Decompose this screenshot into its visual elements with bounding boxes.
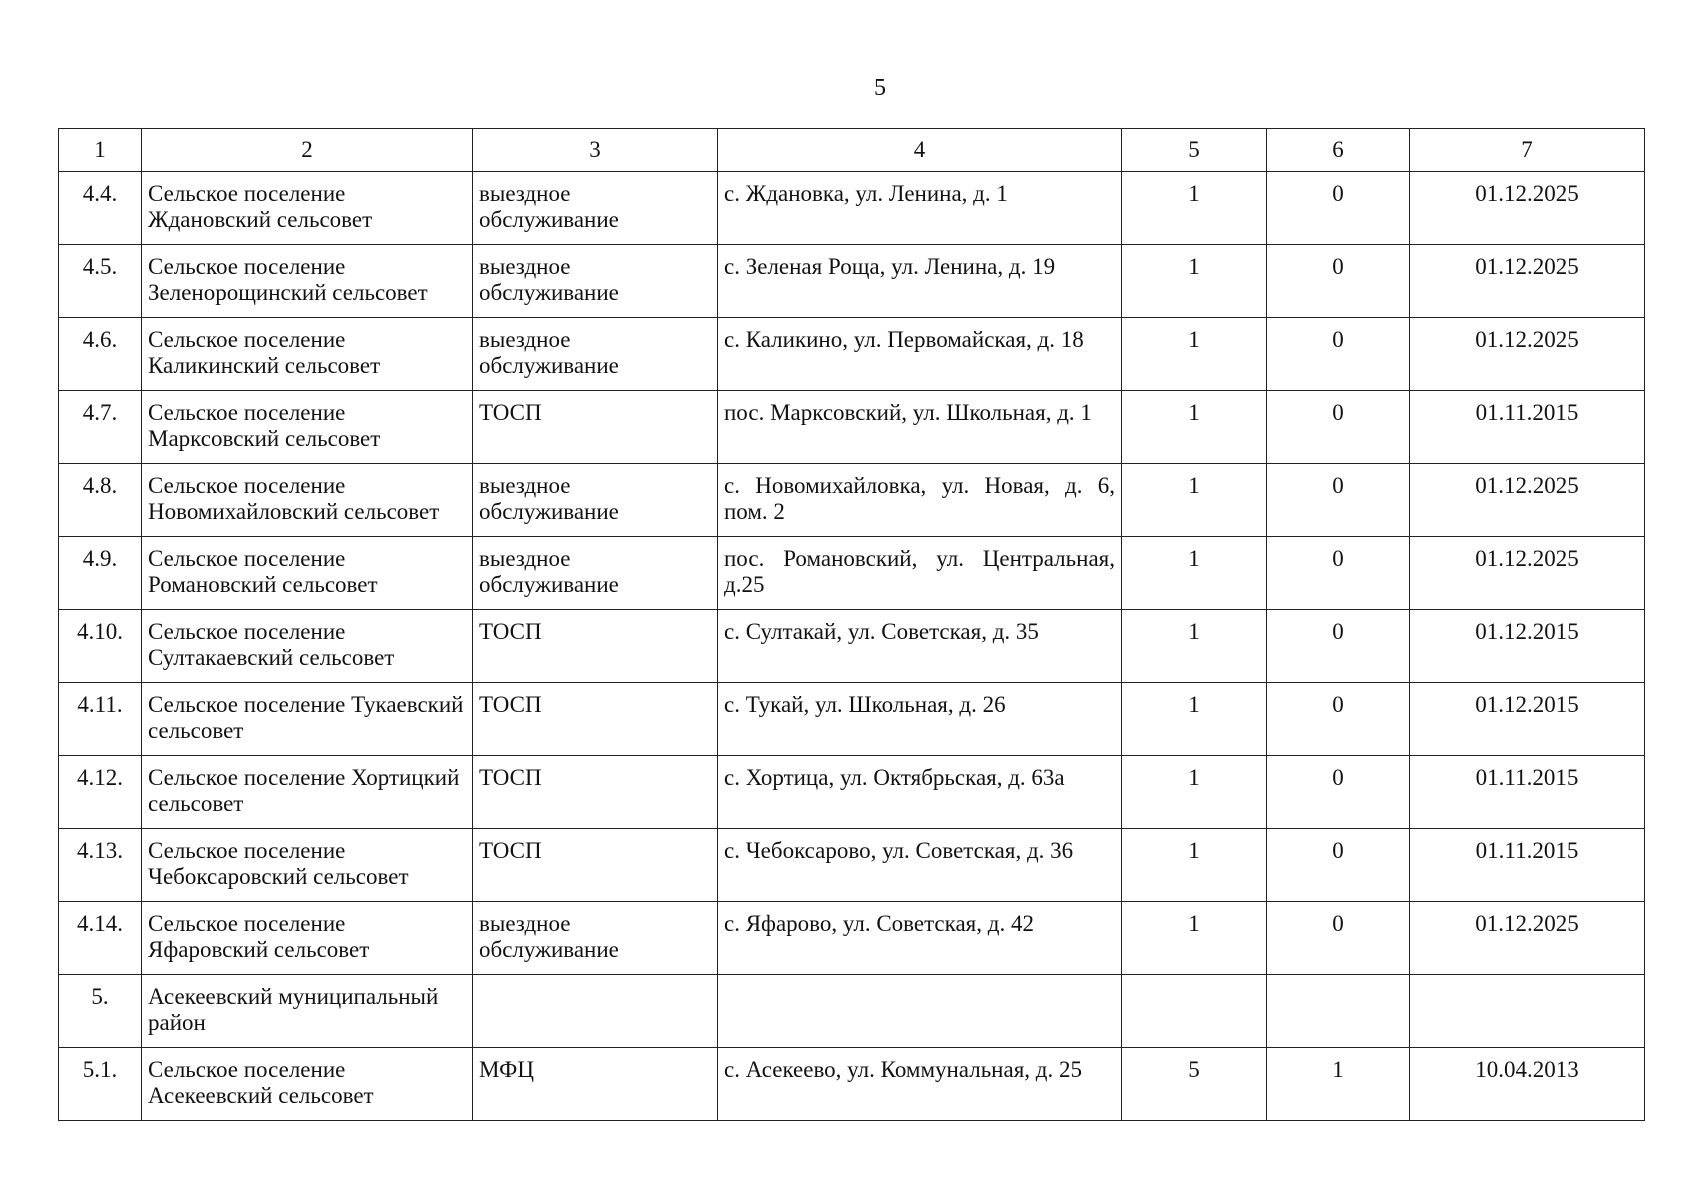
count-col6: 0 <box>1267 172 1410 245</box>
count-col5: 1 <box>1122 391 1267 464</box>
table-row <box>59 245 1645 318</box>
service-type: выездное обслуживание <box>473 245 718 318</box>
settlement-name: Сельское поселение Ждановский сельсовет <box>142 172 473 245</box>
address: с. Каликино, ул. Первомайская, д. 18 <box>718 318 1122 391</box>
service-type <box>473 975 718 1048</box>
header-row <box>59 129 1645 172</box>
count-col5: 1 <box>1122 902 1267 975</box>
row-number: 4.6. <box>59 318 142 391</box>
settlement-name: Сельское поселение Новомихайловский сельсовет <box>142 464 473 537</box>
table-row <box>59 683 1645 756</box>
table-row <box>59 172 1645 245</box>
row-number: 4.7. <box>59 391 142 464</box>
address: с. Ждановка, ул. Ленина, д. 1 <box>718 172 1122 245</box>
column-header: 3 <box>473 129 718 172</box>
count-col5: 1 <box>1122 318 1267 391</box>
count-col5: 1 <box>1122 683 1267 756</box>
date: 01.12.2015 <box>1410 683 1645 756</box>
service-type: ТОСП <box>473 610 718 683</box>
column-header: 4 <box>718 129 1122 172</box>
settlement-name: Сельское поселение Чебоксаровский сельсовет <box>142 829 473 902</box>
address: с. Чебоксарово, ул. Советская, д. 36 <box>718 829 1122 902</box>
settlement-name: Сельское поселение Яфаровский сельсовет <box>142 902 473 975</box>
count-col6: 0 <box>1267 245 1410 318</box>
count-col6: 0 <box>1267 537 1410 610</box>
date: 01.11.2015 <box>1410 829 1645 902</box>
date <box>1410 975 1645 1048</box>
address: пос. Марксовский, ул. Школьная, д. 1 <box>718 391 1122 464</box>
date: 10.04.2013 <box>1410 1048 1645 1121</box>
row-number: 4.10. <box>59 610 142 683</box>
settlement-name: Сельское поселение Каликинский сельсовет <box>142 318 473 391</box>
service-type: выездное обслуживание <box>473 464 718 537</box>
column-header: 7 <box>1410 129 1645 172</box>
service-type: выездное обслуживание <box>473 902 718 975</box>
column-header: 1 <box>59 129 142 172</box>
count-col6: 0 <box>1267 756 1410 829</box>
row-number: 4.13. <box>59 829 142 902</box>
row-number: 4.4. <box>59 172 142 245</box>
settlement-name: Сельское поселение Романовский сельсовет <box>142 537 473 610</box>
address: пос. Романовский, ул. Центральная, д.25 <box>718 537 1122 610</box>
address: с. Асекеево, ул. Коммунальная, д. 25 <box>718 1048 1122 1121</box>
count-col6: 0 <box>1267 829 1410 902</box>
service-type: выездное обслуживание <box>473 537 718 610</box>
count-col5: 1 <box>1122 245 1267 318</box>
page-number: 5 <box>874 75 886 101</box>
row-number: 4.12. <box>59 756 142 829</box>
address: с. Хортица, ул. Октябрьская, д. 63а <box>718 756 1122 829</box>
table-row <box>59 829 1645 902</box>
table-row <box>59 902 1645 975</box>
settlement-name: Сельское поселение Тукаевский сельсовет <box>142 683 473 756</box>
count-col5: 1 <box>1122 829 1267 902</box>
row-number: 5. <box>59 975 142 1048</box>
count-col6: 0 <box>1267 683 1410 756</box>
address <box>718 975 1122 1048</box>
count-col6: 1 <box>1267 1048 1410 1121</box>
count-col6: 0 <box>1267 391 1410 464</box>
table-row <box>59 610 1645 683</box>
count-col6: 0 <box>1267 318 1410 391</box>
count-col5: 1 <box>1122 537 1267 610</box>
table-row <box>59 318 1645 391</box>
row-number: 4.8. <box>59 464 142 537</box>
service-type: МФЦ <box>473 1048 718 1121</box>
count-col6: 0 <box>1267 902 1410 975</box>
address: с. Тукай, ул. Школьная, д. 26 <box>718 683 1122 756</box>
registry-table <box>58 128 1645 1121</box>
service-type: ТОСП <box>473 756 718 829</box>
service-type: ТОСП <box>473 391 718 464</box>
row-number: 4.14. <box>59 902 142 975</box>
column-header: 6 <box>1267 129 1410 172</box>
count-col5: 1 <box>1122 464 1267 537</box>
date: 01.12.2025 <box>1410 172 1645 245</box>
date: 01.12.2025 <box>1410 245 1645 318</box>
date: 01.11.2015 <box>1410 756 1645 829</box>
row-number: 4.11. <box>59 683 142 756</box>
date: 01.12.2025 <box>1410 902 1645 975</box>
count-col5 <box>1122 975 1267 1048</box>
row-number: 4.5. <box>59 245 142 318</box>
count-col6: 0 <box>1267 610 1410 683</box>
count-col6 <box>1267 975 1410 1048</box>
service-type: ТОСП <box>473 683 718 756</box>
settlement-name: Сельское поселение Марксовский сельсовет <box>142 391 473 464</box>
settlement-name: Сельское поселение Султакаевский сельсовет <box>142 610 473 683</box>
date: 01.12.2025 <box>1410 318 1645 391</box>
service-type: ТОСП <box>473 829 718 902</box>
count-col5: 5 <box>1122 1048 1267 1121</box>
settlement-name: Сельское поселение Хортицкий сельсовет <box>142 756 473 829</box>
settlement-name: Асекеевский муниципальный район <box>142 975 473 1048</box>
table-row <box>59 537 1645 610</box>
settlement-name: Сельское поселение Асекеевский сельсовет <box>142 1048 473 1121</box>
table-row <box>59 464 1645 537</box>
settlement-name: Сельское поселение Зеленорощинский сельсовет <box>142 245 473 318</box>
count-col5: 1 <box>1122 756 1267 829</box>
count-col5: 1 <box>1122 610 1267 683</box>
row-number: 4.9. <box>59 537 142 610</box>
address: с. Зеленая Роща, ул. Ленина, д. 19 <box>718 245 1122 318</box>
date: 01.12.2025 <box>1410 537 1645 610</box>
row-number: 5.1. <box>59 1048 142 1121</box>
column-header: 2 <box>142 129 473 172</box>
address: с. Новомихайловка, ул. Новая, д. 6, пом. 2 <box>718 464 1122 537</box>
date: 01.11.2015 <box>1410 391 1645 464</box>
count-col6: 0 <box>1267 464 1410 537</box>
table-row <box>59 756 1645 829</box>
date: 01.12.2025 <box>1410 464 1645 537</box>
table-row <box>59 975 1645 1048</box>
table-row <box>59 391 1645 464</box>
address: с. Султакай, ул. Советская, д. 35 <box>718 610 1122 683</box>
column-header: 5 <box>1122 129 1267 172</box>
table-row <box>59 1048 1645 1121</box>
service-type: выездное обслуживание <box>473 172 718 245</box>
address: с. Яфарово, ул. Советская, д. 42 <box>718 902 1122 975</box>
service-type: выездное обслуживание <box>473 318 718 391</box>
count-col5: 1 <box>1122 172 1267 245</box>
date: 01.12.2015 <box>1410 610 1645 683</box>
